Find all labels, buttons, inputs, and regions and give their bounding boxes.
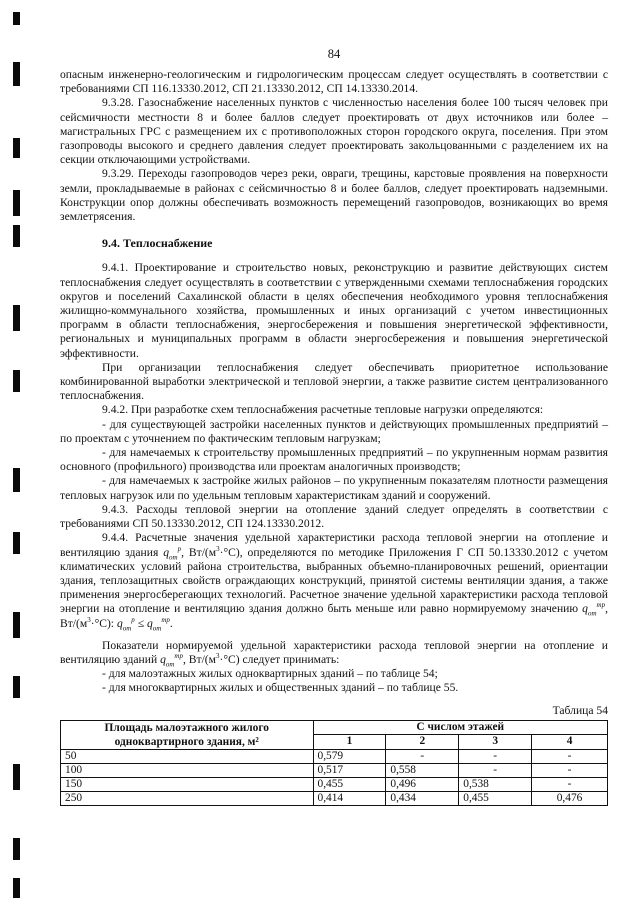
table-header-floors: С числом этажей bbox=[313, 720, 608, 735]
list-item: - для существующей застройки населенных пунктов и действующих промышленных предприятий – по проектам с уточнением по фактическим тепловым нагрузкам; bbox=[60, 417, 608, 445]
paragraph: 9.4.1. Проектирование и строительство новых, реконструкцию и развитие действующих систем теплоснабжения следует осуществлять в соответствии с утвержденными схемами теплоснабжения городских округов и поселений Сахалинской области в целях обеспечения необходимого уровня теплоснабжения жилищно-коммунального хозяйства, промышленных и иных организаций с учетом инвестиционных программ в области теплоснабжения, энергосбережения и повышения энергетической эффективности, региональных и муниципальных программ в области энергосбережения и повышения энергетической эффективности. bbox=[60, 261, 608, 360]
list-item: - для малоэтажных жилых одноквартирных зданий – по таблице 54; bbox=[102, 667, 438, 681]
formula-q-ot-r: $q_{от}^р$ bbox=[163, 544, 182, 561]
formula-inequality: $q_{от}^р \le q_{от}^{тр}$ bbox=[116, 615, 170, 632]
page-number: 84 bbox=[327, 47, 341, 61]
table-header-floor: 2 bbox=[386, 735, 459, 750]
paragraph: опасным инженерно-геологическим и гидрологическим процессам следует осуществлять в соответствии с требованиями СП 116.13330.2012, СП 21.13330.2012, СП 14.13330.2014. bbox=[60, 68, 608, 96]
binder-mark bbox=[13, 138, 20, 158]
table-row: 150 0,455 0,496 0,538 - bbox=[61, 777, 608, 791]
binder-mark bbox=[13, 225, 20, 247]
table-header-floor: 3 bbox=[459, 735, 532, 750]
table-row: 50 0,579 - - - bbox=[61, 749, 608, 763]
paragraph: При организации теплоснабжения следует обеспечивать приоритетное использование комбинированной выработки электрической и тепловой энергии, а также развитие систем централизованного теплоснабжения. bbox=[60, 360, 608, 403]
document-body bbox=[60, 68, 608, 806]
table-caption: Таблица 54 bbox=[552, 703, 608, 717]
binder-mark bbox=[13, 532, 20, 554]
binder-mark bbox=[13, 468, 20, 492]
table-header-area: Площадь малоэтажного жилого одноквартирного здания, м² bbox=[61, 720, 314, 749]
table-row: 250 0,414 0,434 0,455 0,476 bbox=[61, 791, 608, 805]
binder-mark bbox=[13, 370, 20, 392]
list-item: - для многоквартирных жилых и общественных зданий – по таблице 55. bbox=[102, 681, 459, 695]
list-item: - для намечаемых к строительству промышленных предприятий – по укрупненным нормам развития основного (профильного) производства или проектам аналогичных производств; bbox=[60, 446, 608, 474]
binder-mark bbox=[13, 676, 20, 698]
binder-mark bbox=[13, 305, 20, 331]
formula-q-ot-tr: $q_{от}^{тр}$ bbox=[582, 601, 606, 618]
paragraph: 9.4.2. При разработке схем теплоснабжения расчетные тепловые нагрузки определяются: bbox=[102, 403, 544, 417]
table-header-floor: 1 bbox=[313, 735, 386, 750]
formula-q-ot-tr: $q_{от}^{тр}$ bbox=[160, 652, 183, 669]
table-header-floor: 4 bbox=[532, 735, 608, 750]
binder-mark bbox=[13, 838, 20, 860]
paragraph: 9.4.3. Расходы тепловой энергии на отопление зданий следует определять в соответствии с требованиями СП 50.13330.2012, СП 124.13330.2012. bbox=[60, 502, 608, 531]
binder-mark bbox=[13, 612, 20, 638]
section-heading: 9.4. Теплоснабжение bbox=[102, 236, 213, 251]
binder-mark bbox=[13, 12, 20, 25]
paragraph-norm: Показатели нормируемой удельной характеристики расхода тепловой энергии на отопление и вентиляцию зданий $q_{от}^{тр}$, $Вт/(м^3\cdot^\circ С)$ следует принимать: bbox=[60, 638, 608, 669]
paragraph: 9.3.28. Газоснабжение населенных пунктов с численностью населения более 100 тысяч человек при сейсмичности местности 8 и более баллов следует проектировать от двух источников или более – магистральных ГРС с размещением их с противоположных сторон городского округа, поселения. При этом газопроводы высокого и среднего давления следует проектировать закольцованными с разделением их на секции отключающими устройствами. bbox=[60, 96, 608, 167]
binder-mark bbox=[13, 878, 20, 898]
paragraph: 9.3.29. Переходы газопроводов через реки, овраги, трещины, карстовые проявления на поверхности земли, прокладываемые в районах с сейсмичностью 8 и более баллов, следует проектировать надземными. Конструкции опор должны обеспечивать возможность перемещений газопроводов, возникающих во время землетрясения. bbox=[60, 167, 608, 224]
table-54 bbox=[60, 720, 608, 806]
list-item: - для намечаемых к застройке жилых районов – по укрупненным показателям плотности размещения тепловых нагрузок или по удельным тепловым характеристикам зданий и сооружений. bbox=[60, 474, 608, 502]
binder-mark bbox=[13, 190, 20, 216]
paragraph-944: 9.4.4. Расчетные значения удельной характеристики расхода тепловой энергии на отопление и вентиляцию здания $q_{от}^р$, $Вт/(м^3\cdot^\circ С)$, определяются по методике Приложения Г СП 50.13330.2012 с учетом климатических условий района строительства, выбранных объемно-планировочных решений, ориентации здания, теплозащитных свойств ограждающих конструкций, принятой системы вентиляции здания, а также применения энергосберегающих технологий. Расчетное значение удельной характеристики расхода тепловой энергии на отопление и вентиляцию здания должно быть меньше или равно нормируемому значению $q_{от}^{тр}$, $Вт/(м^3\cdot^\circ С)$: $q_{от}^р \le q_{от}^{тр}$. bbox=[60, 531, 608, 632]
table-row: 100 0,517 0,558 - - bbox=[61, 763, 608, 777]
binder-mark bbox=[13, 62, 20, 86]
binder-mark bbox=[13, 764, 20, 790]
